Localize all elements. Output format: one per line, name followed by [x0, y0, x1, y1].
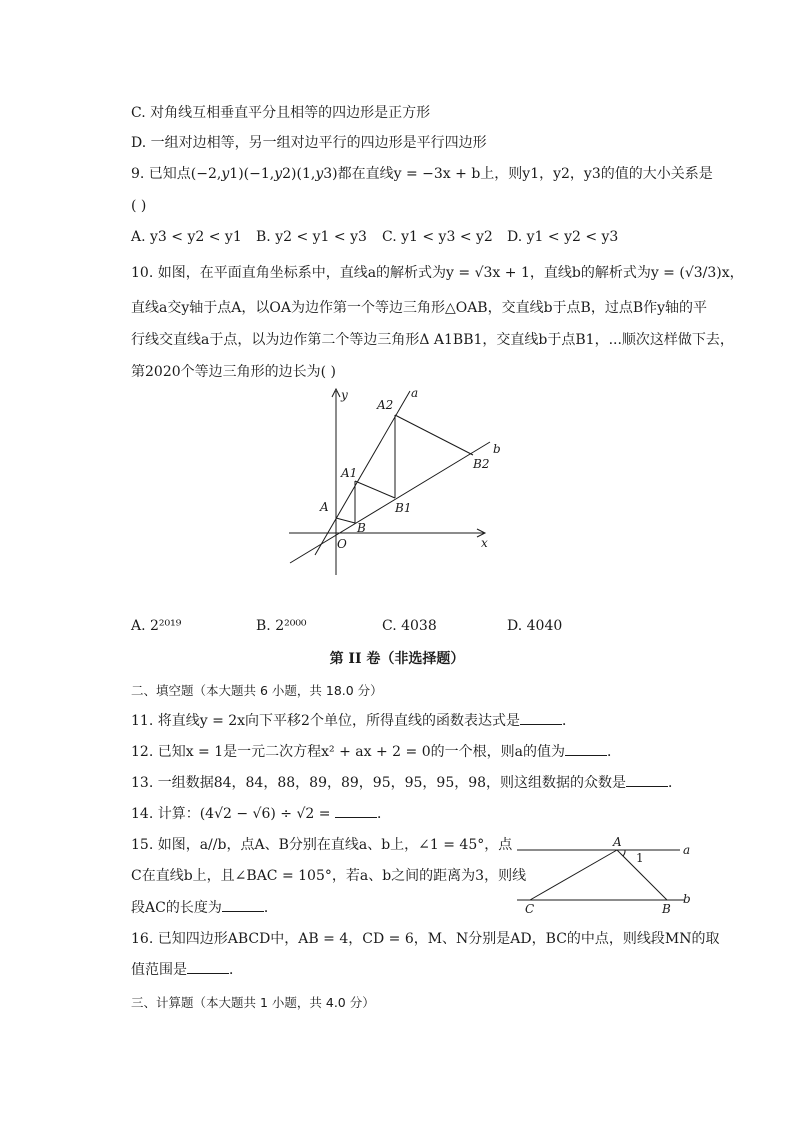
label-a-15: a [683, 843, 691, 857]
q9-option-d: D. y1 < y2 < y3 [507, 229, 619, 245]
label-A: A [320, 500, 329, 514]
q10-option-a: A. 2²⁰¹⁹ [131, 618, 182, 634]
part2-title: 第 II 卷（非选择题） [329, 651, 465, 667]
label-y: y [341, 388, 348, 402]
q10-line4: 第2020个等边三角形的边长为( ) [131, 364, 337, 380]
label-b: b [493, 442, 501, 456]
section3-heading: 三、计算题（本大题共 1 小题，共 4.0 分） [131, 995, 375, 1010]
q11: 11. 将直线y = 2x向下平移2个单位，所得直线的函数表达式是 ． [131, 713, 576, 729]
q9-stem: 9. 已知点(−2,y1)(−1,y2)(1,y3)都在直线y = −3x + b上，则y1，y2，y3的值的大小关系是 [131, 166, 713, 182]
q14: 14. 计算：(4√2 − √6) ÷ √2 = ． [131, 806, 391, 822]
q16-line1: 16. 已知四边形ABCD中，AB = 4，CD = 6，M、N分别是AD，BC的中点，则线段MN的取 [131, 931, 720, 947]
q10-line1: 10. 如图，在平面直角坐标系中，直线a的解析式为y = √3x + 1，直线b的解析式为y = (√3/3)x， [131, 265, 744, 281]
q8-option-c: C. 对角线互相垂直平分且相等的四边形是正方形 [131, 105, 431, 121]
q16-line2: 值范围是 ． [131, 962, 243, 978]
q15-blank [222, 899, 264, 912]
q15-line1: 15. 如图，a//b，点A、B分别在直线a、b上，∠1 = 45°，点 [131, 837, 513, 853]
label-C-15: C [525, 902, 535, 916]
label-B-15: B [662, 902, 671, 916]
label-a: a [411, 386, 419, 400]
q9-option-c: C. y1 < y3 < y2 [382, 229, 493, 245]
q12: 12. 已知x = 1是一元二次方程x² + ax + 2 = 0的一个根，则a的值为 ． [131, 744, 621, 760]
q10-line2: 直线a交y轴于点A，以OA为边作第一个等边三角形△OAB，交直线b于点B，过点B作y轴的平 [131, 300, 708, 316]
q16-blank [187, 961, 229, 974]
q10-option-c: C. 4038 [382, 618, 437, 634]
q10-option-b: B. 2²⁰⁰⁰ [256, 618, 307, 634]
q9-option-a: A. y3 < y2 < y1 [131, 229, 242, 245]
label-B1: B1 [395, 501, 412, 515]
q10-option-d: D. 4040 [507, 618, 563, 634]
label-A2: A2 [377, 398, 394, 412]
q12-blank [565, 743, 607, 756]
q9-option-b: B. y2 < y1 < y3 [256, 229, 367, 245]
q13-blank [626, 774, 668, 787]
section2-heading: 二、填空题（本大题共 6 小题，共 18.0 分） [131, 683, 383, 698]
label-O: O [337, 537, 347, 551]
label-b-15: b [683, 892, 691, 906]
q15-line3: 段AC的长度为 ． [131, 900, 278, 916]
label-angle-1: 1 [636, 851, 644, 865]
q10-line3: 行线交直线a于点，以为边作第二个等边三角形Δ A1BB1，交直线b于点B1，...顺次这样做下去， [131, 332, 734, 348]
q13: 13. 一组数据84，84，88，89，89，95，95，95，98，则这组数据的众数是 ． [131, 775, 683, 791]
q14-blank [335, 805, 377, 818]
label-x: x [481, 536, 488, 550]
label-A-15: A [613, 835, 622, 849]
label-B: B [357, 521, 366, 535]
q11-blank [520, 712, 562, 725]
q9-paren: ( ) [131, 198, 147, 214]
q15-line2: C在直线b上，且∠BAC = 105°，若a、b之间的距离为3，则线 [131, 868, 527, 884]
q8-option-d: D. 一组对边相等，另一组对边平行的四边形是平行四边形 [131, 135, 487, 151]
label-A1: A1 [341, 466, 358, 480]
segment-AC [530, 850, 617, 900]
q15-figure [515, 833, 695, 918]
label-B2: B2 [473, 457, 490, 471]
q10-figure [285, 385, 505, 580]
